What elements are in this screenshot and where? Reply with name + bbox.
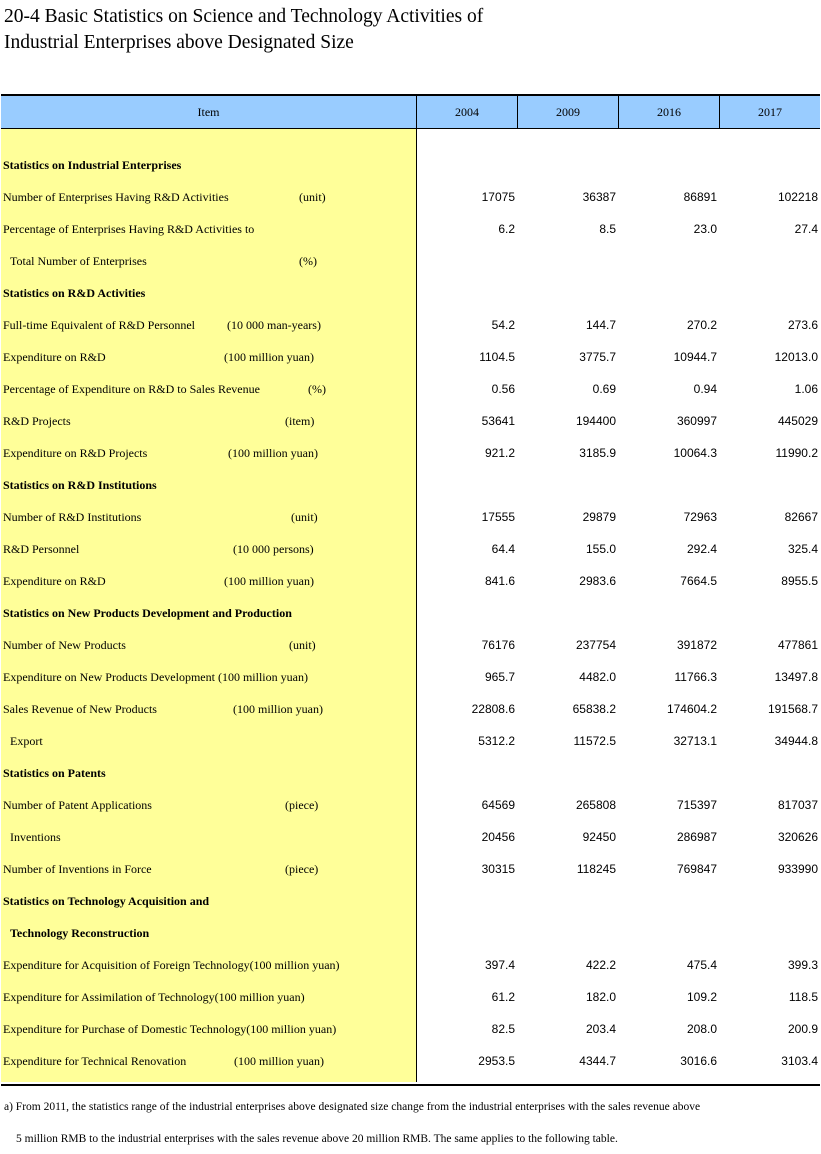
value-2017: 273.6 [787,318,818,332]
value-2004: 921.2 [484,446,515,460]
value-2017: 399.3 [787,958,818,972]
title-line-1: 20-4 Basic Statistics on Science and Technology Activities of [4,6,484,27]
table-row [1,533,820,565]
value-2004: 17555 [481,510,515,524]
value-2004: 2953.5 [478,1054,515,1068]
value-2004: 61.2 [491,990,515,1004]
value-2009: 29879 [582,510,616,524]
row-unit: (item) [285,414,315,428]
table-row [1,853,820,885]
value-2009: 237754 [575,638,616,652]
row-unit: (100 million yuan) [233,702,323,716]
value-2017: 102218 [777,190,818,204]
value-2009: 182.0 [585,990,616,1004]
row-unit: (piece) [285,798,319,812]
value-2017: 477861 [777,638,818,652]
value-2017: 118.5 [788,990,818,1004]
row-label: Number of Patent Applications [3,798,152,812]
value-2009: 0.69 [592,382,616,396]
table-row [1,309,820,341]
value-2009: 36387 [582,190,616,204]
row-label: Inventions [10,830,61,844]
value-2017: 27.4 [794,222,818,236]
row-label: Expenditure for Acquisition of Foreign Technology(100 million yuan) [3,958,340,972]
header-year-2017: 2017 [758,105,782,119]
value-2009: 4482.0 [579,670,616,684]
table-row [1,245,820,277]
row-label: Number of Enterprises Having R&D Activities [3,190,229,204]
value-2016: 11766.3 [674,670,717,684]
value-2017: 325.4 [787,542,818,556]
value-2009: 194400 [575,414,616,428]
table-row [1,437,820,469]
row-label: Expenditure for Assimilation of Technology(100 million yuan) [3,990,305,1004]
section-row [1,149,820,181]
table-row [1,341,820,373]
value-2017: 200.9 [787,1022,818,1036]
value-2009: 3775.7 [579,350,616,364]
table-row [1,629,820,661]
value-2004: 22808.6 [471,702,515,716]
table-row [1,661,820,693]
row-label: Percentage of Expenditure on R&D to Sales Revenue [3,382,260,396]
row-unit: (100 million yuan) [224,574,314,588]
value-2004: 64.4 [491,542,515,556]
value-2017: 82667 [784,510,818,524]
row-label: Number of New Products [3,638,126,652]
table-body [1,149,820,1077]
value-2009: 92450 [582,830,616,844]
row-label: Percentage of Enterprises Having R&D Activities to [3,222,255,236]
section-row [1,917,820,949]
row-label: R&D Projects [3,414,71,428]
value-2004: 54.2 [491,318,515,332]
table-row [1,213,820,245]
row-label: Expenditure on R&D [3,350,106,364]
section-label: Statistics on R&D Institutions [3,478,157,492]
row-label: Export [10,734,43,748]
value-2009: 203.4 [585,1022,616,1036]
value-2004: 6.2 [498,222,515,236]
title-line-2: Industrial Enterprises above Designated Size [4,32,354,53]
section-row [1,757,820,789]
value-2016: 0.94 [693,382,717,396]
row-label: Expenditure on R&D Projects [3,446,148,460]
value-2016: 10944.7 [673,350,717,364]
table-row [1,725,820,757]
value-2016: 10064.3 [673,446,717,460]
value-2016: 7664.5 [680,574,717,588]
row-label: Sales Revenue of New Products [3,702,157,716]
value-2016: 360997 [676,414,717,428]
page-title [4,4,814,56]
value-2004: 841.6 [484,574,515,588]
row-unit: (unit) [299,190,326,204]
value-2016: 3016.6 [680,1054,717,1068]
value-2004: 82.5 [491,1022,515,1036]
value-2017: 320626 [777,830,818,844]
table-row [1,821,820,853]
value-2009: 4344.7 [579,1054,616,1068]
value-2016: 715397 [676,798,717,812]
value-2009: 2983.6 [579,574,616,588]
value-2016: 86891 [683,190,717,204]
value-2004: 965.7 [484,670,515,684]
value-2017: 3103.4 [781,1054,818,1068]
value-2016: 109.2 [686,990,717,1004]
value-2017: 191568.7 [767,702,818,716]
section-label: Statistics on New Products Development and Production [3,606,292,620]
value-2004: 20456 [481,830,515,844]
table-row [1,693,820,725]
value-2016: 292.4 [686,542,717,556]
row-label: Number of Inventions in Force [3,862,152,876]
section-row [1,597,820,629]
row-unit: (10 000 man-years) [227,318,321,332]
section-row [1,277,820,309]
table-row [1,405,820,437]
table-row [1,565,820,597]
value-2009: 265808 [575,798,616,812]
statistics-table [1,94,820,1086]
value-2017: 11990.2 [775,446,818,460]
section-row [1,469,820,501]
value-2009: 144.7 [585,318,616,332]
row-unit: (unit) [289,638,316,652]
value-2016: 769847 [676,862,717,876]
value-2017: 445029 [777,414,818,428]
header-year-2004: 2004 [417,96,518,128]
footnote-line-2: 5 million RMB to the industrial enterprises with the sales revenue above 20 million RMB. The same applies to the following table. [16,1133,618,1145]
row-unit: (100 million yuan) [224,350,314,364]
value-2016: 286987 [676,830,717,844]
value-2016: 72963 [683,510,717,524]
value-2004: 5312.2 [478,734,515,748]
value-2017: 1.06 [794,382,818,396]
value-2004: 76176 [481,638,515,652]
row-label: Total Number of Enterprises [10,254,147,268]
row-label: R&D Personnel [3,542,80,556]
value-2009: 8.5 [599,222,616,236]
section-label: Statistics on Patents [3,766,106,780]
row-unit: (100 million yuan) [228,446,318,460]
row-unit: (%) [308,382,326,396]
value-2009: 118245 [576,862,616,876]
value-2017: 13497.8 [774,670,818,684]
row-unit: (100 million yuan) [234,1054,324,1068]
header-item: Item [1,96,417,128]
value-2016: 270.2 [686,318,717,332]
value-2016: 174604.2 [666,702,717,716]
row-label: Number of R&D Institutions [3,510,142,524]
header-year-2016: 2016 [619,96,720,128]
value-2017: 34944.8 [774,734,818,748]
row-unit: (piece) [285,862,319,876]
section-label: Technology Reconstruction [10,926,150,940]
table-header [1,96,820,129]
value-2017: 817037 [777,798,818,812]
value-2009: 11572.5 [573,734,616,748]
row-label: Full-time Equivalent of R&D Personnel [3,318,195,332]
table-row [1,181,820,213]
value-2016: 475.4 [686,958,717,972]
row-label: Expenditure for Purchase of Domestic Technology(100 million yuan) [3,1022,337,1036]
value-2004: 30315 [481,862,515,876]
value-2004: 397.4 [484,958,515,972]
value-2016: 391872 [676,638,717,652]
table-row [1,501,820,533]
section-label: Statistics on R&D Activities [3,286,146,300]
value-2009: 155.0 [585,542,616,556]
value-2004: 17075 [481,190,515,204]
table-row [1,1045,820,1077]
value-2004: 1104.5 [479,350,515,364]
section-label: Statistics on Industrial Enterprises [3,158,182,172]
row-unit: (10 000 persons) [233,542,314,556]
table-row [1,1013,820,1045]
row-label: Expenditure on R&D [3,574,106,588]
table-row [1,981,820,1013]
row-label: Expenditure for Technical Renovation [3,1054,187,1068]
value-2004: 0.56 [491,382,515,396]
footnote-line-1: a) From 2011, the statistics range of the industrial enterprises above designated size change from the industrial enterprises with the sales revenue above [4,1101,701,1113]
value-2004: 53641 [481,414,515,428]
table-row [1,373,820,405]
value-2009: 422.2 [585,958,616,972]
section-label: Statistics on Technology Acquisition and [3,894,210,908]
table-row [1,949,820,981]
header-year-2009: 2009 [518,96,619,128]
row-label: Expenditure on New Products Development (100 million yuan) [3,670,308,684]
row-unit: (%) [299,254,317,268]
value-2016: 23.0 [693,222,717,236]
value-2009: 3185.9 [579,446,616,460]
value-2017: 12013.0 [774,350,818,364]
value-2004: 64569 [481,798,515,812]
value-2017: 933990 [777,862,818,876]
value-2016: 32713.1 [673,734,717,748]
value-2009: 65838.2 [572,702,616,716]
section-row [1,885,820,917]
value-2017: 8955.5 [781,574,818,588]
value-2016: 208.0 [686,1022,717,1036]
row-unit: (unit) [291,510,318,524]
table-row [1,789,820,821]
